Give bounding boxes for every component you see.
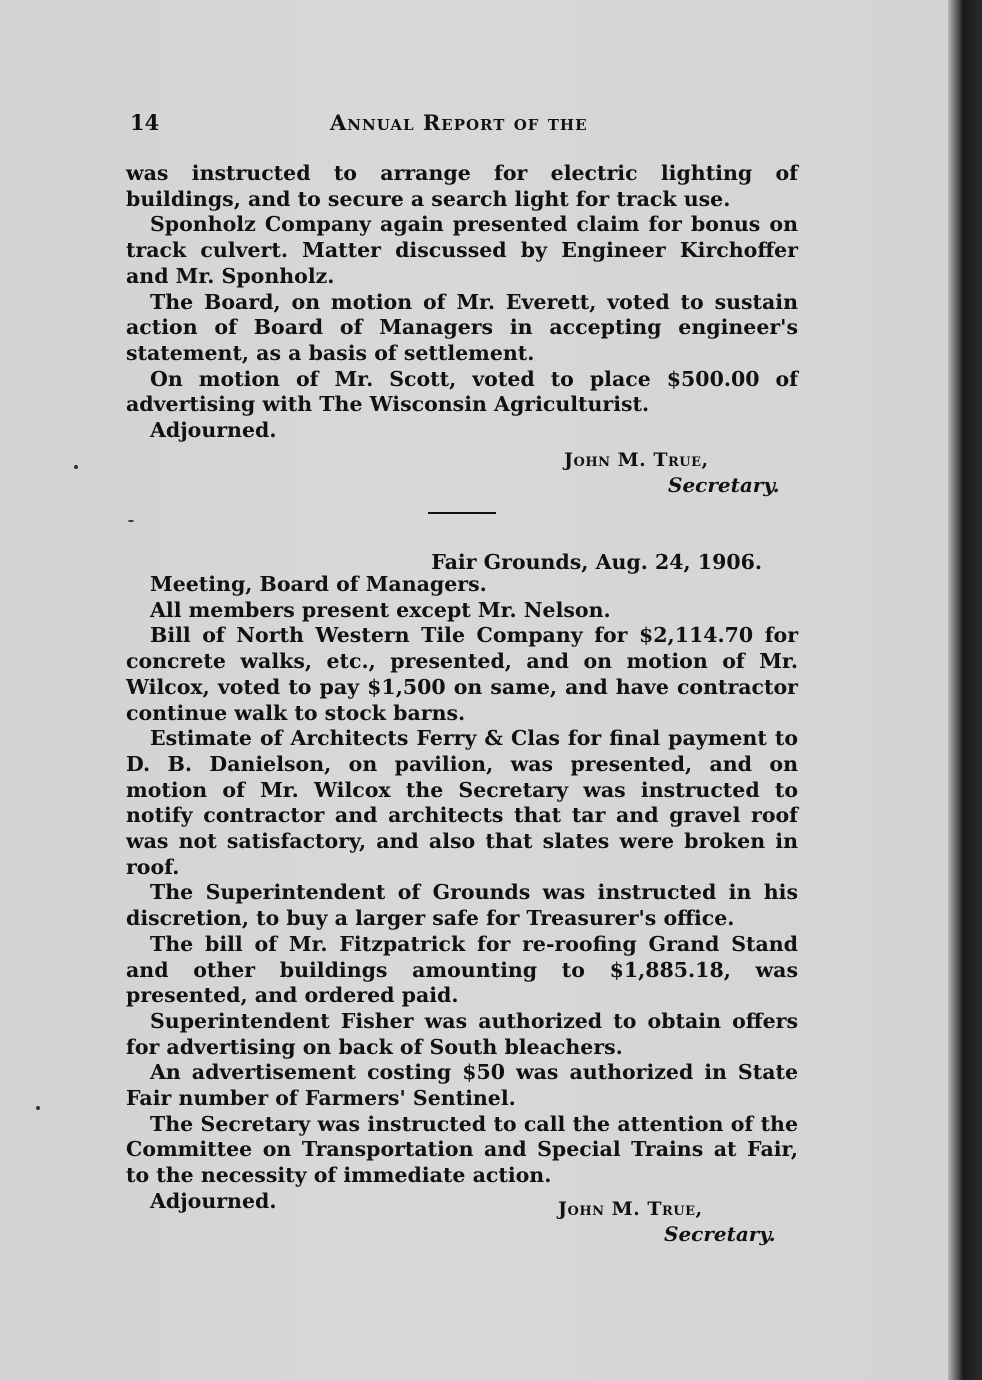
paragraph: On motion of Mr. Scott, voted to place $500.00 of advertising with The Wisconsin Agriculturist.	[126, 366, 798, 417]
paragraph: The bill of Mr. Fitzpatrick for re-roofing Grand Stand and other buildings amounting to $1,885.18, was presented, and ordered paid.	[126, 931, 798, 1008]
signature-block-2	[558, 1198, 776, 1246]
signature-block-1	[564, 449, 780, 497]
paragraph: Superintendent Fisher was authorized to obtain offers for advertising on back of South bleachers.	[126, 1008, 798, 1059]
running-head: Annual Report of the	[330, 110, 588, 135]
scan-speck	[36, 1106, 40, 1110]
paragraph: The Superintendent of Grounds was instructed in his discretion, to buy a larger safe for Treasurer's office.	[126, 880, 798, 931]
paragraph: All members present except Mr. Nelson.	[150, 597, 611, 622]
meeting-date: Fair Grounds, Aug. 24, 1906.	[431, 550, 762, 574]
signature-title: Secretary.	[664, 1222, 776, 1246]
scan-speck	[128, 520, 134, 522]
paragraph: The Secretary was instructed to call the attention of the Committee on Transportation and Special Trains at Fair, to the necessity of immediate action.	[126, 1111, 798, 1188]
paragraph: Estimate of Architects Ferry & Clas for final payment to D. B. Danielson, on pavilion, was presented, and on motion of Mr. Wilcox the Secretary was instructed to notify contractor and architects that tar and gravel roof was not satisfactory, and also that slates were broken in roof.	[126, 726, 798, 879]
section-2-body	[126, 572, 798, 1215]
signature-title: Secretary.	[668, 473, 780, 497]
adjourned-line: Adjourned.	[150, 1188, 277, 1213]
adjourned-line: Adjourned.	[150, 418, 277, 443]
section-1-body	[126, 161, 798, 444]
signature-name: John M. True,	[564, 449, 709, 471]
page-number: 14	[130, 110, 160, 135]
paragraph: Sponholz Company again presented claim for bonus on track culvert. Matter discussed by Engineer Kirchoffer and Mr. Sponholz.	[126, 212, 798, 288]
page-header	[130, 110, 800, 140]
paragraph: Bill of North Western Tile Company for $2,114.70 for concrete walks, etc., presented, and on motion of Mr. Wilcox, voted to pay $1,500 on same, and have contractor continue walk to stock barns.	[126, 623, 798, 725]
paragraph: was instructed to arrange for electric lighting of buildings, and to secure a search light for track use.	[126, 161, 798, 211]
paragraph: An advertisement costing $50 was authorized in State Fair number of Farmers' Sentinel.	[126, 1060, 798, 1111]
paragraph: Meeting, Board of Managers.	[150, 572, 487, 596]
paragraph: The Board, on motion of Mr. Everett, voted to sustain action of Board of Managers in accepting engineer's statement, as a basis of settlement.	[126, 289, 798, 365]
section-divider	[428, 512, 496, 514]
signature-name: John M. True,	[558, 1198, 703, 1220]
book-gutter	[948, 0, 982, 1380]
scan-speck	[74, 465, 78, 469]
